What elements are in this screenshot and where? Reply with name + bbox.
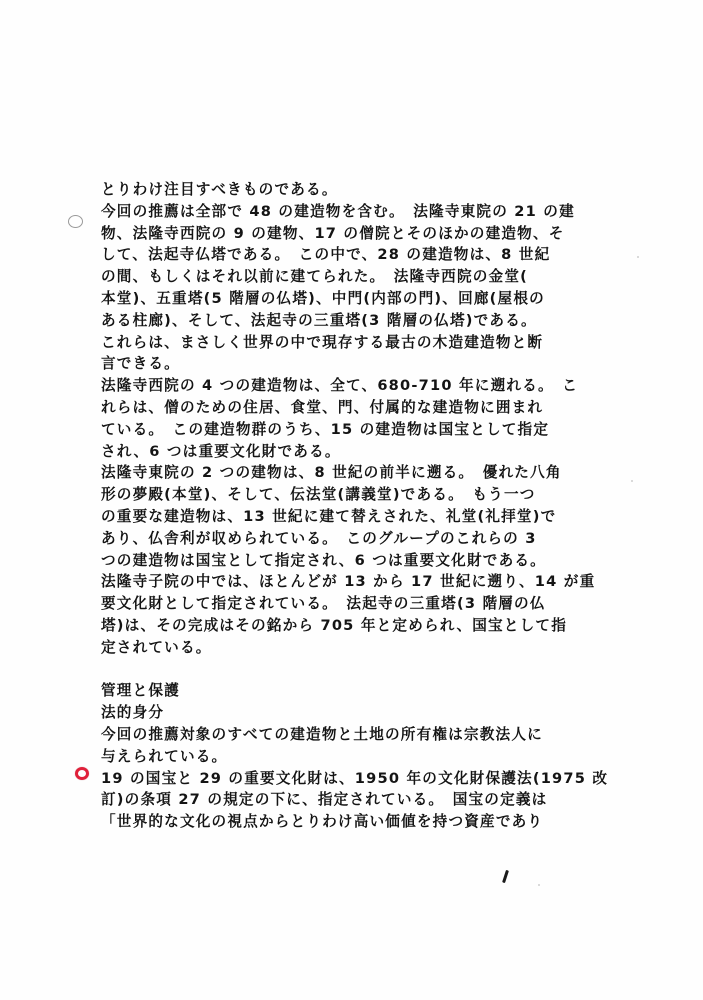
scan-speck [631,480,633,482]
paragraph-sub-temples [101,571,596,658]
paragraph-west-precinct [101,375,579,462]
text-line: され、6 つは重要文化財である。 [101,442,341,460]
text-line: 「世界的な文化の視点からとりわけ高い価値を持つ資産であり [101,813,544,831]
text-line: これらは、まさしく世界の中で現存する最古の木造建造物と断 [101,333,544,351]
grey-circle-mark-icon [68,215,83,228]
text-line: れらは、僧のための住居、食堂、門、付属的な建造物に囲まれ [101,398,544,416]
text-line: して、法起寺仏塔である。 この中で、28 の建造物は、8 世紀 [101,246,551,264]
text-line: 物、法隆寺西院の 9 の建物、17 の僧院とそのほかの建造物、そ [101,224,565,242]
scan-speck [538,884,540,886]
red-circle-mark-icon [75,767,89,780]
text-line: とりわけ注目すべきものである。 [101,181,338,198]
text-line: ある柱廊)、そして、法起寺の三重塔(3 階層の仏塔)である。 [101,311,537,329]
subsection-heading: 法的身分 [101,704,165,722]
text-line: 訂)の条項 27 の規定の下に、指定されている。 国宝の定義は [101,791,548,809]
text-line: ている。 この建造物群のうち、15 の建造物は国宝として指定 [101,420,550,438]
text-line: つの建造物は国宝として指定され、6 つは重要文化財である。 [101,551,546,569]
text-line: 塔)は、その完成はその銘から 705 年と定められ、国宝として指 [101,616,568,634]
document-body [101,179,609,833]
text-line: 形の夢殿(本堂)、そして、伝法堂(講義堂)である。 もう一つ [101,486,536,504]
text-line: 定されている。 [101,638,212,656]
text-line: あり、仏舎利が収められている。 このグループのこれらの 3 [101,529,537,547]
paragraph-legal-designation [101,768,609,833]
text-line: 与えられている。 [101,747,228,765]
text-line: 今回の推薦対象のすべての建造物と土地の所有権は宗教法人に [101,725,543,743]
paragraph-east-precinct [101,462,562,571]
text-line: 法隆寺西院の 4 つの建造物は、全て、680-710 年に遡れる。 こ [101,377,579,395]
paragraph-ownership [101,724,541,768]
paragraph-nomination-overview [101,201,575,375]
text-line: の間、もしくはそれ以前に建てられた。 法隆寺西院の金堂( [101,268,529,286]
blank-line [101,659,541,681]
pen-tick-mark-icon [502,870,509,883]
paragraph-intro-tail [101,179,541,201]
text-line: 本堂)、五重塔(5 階層の仏塔)、中門(内部の門)、回廊(屋根の [101,289,545,307]
text-line: 今回の推薦は全部で 48 の建造物を含む。 法隆寺東院の 21 の建 [101,202,575,220]
text-line: 法隆寺東院の 2 つの建物は、8 世紀の前半に遡る。 優れた八角 [101,464,562,482]
scan-speck [637,256,639,258]
text-line: 法隆寺子院の中では、ほとんどが 13 から 17 世紀に遡り、14 が重 [101,573,596,591]
text-line: 19 の国宝と 29 の重要文化財は、1950 年の文化財保護法(1975 改 [101,769,609,787]
text-line: の重要な建造物は、13 世紀に建て替えされた、礼堂(礼拝堂)で [101,507,557,525]
text-line: 要文化財として指定されている。 法起寺の三重塔(3 階層の仏 [101,595,546,613]
text-line: 言できる。 [101,355,180,373]
section-heading: 管理と保護 [101,682,180,700]
